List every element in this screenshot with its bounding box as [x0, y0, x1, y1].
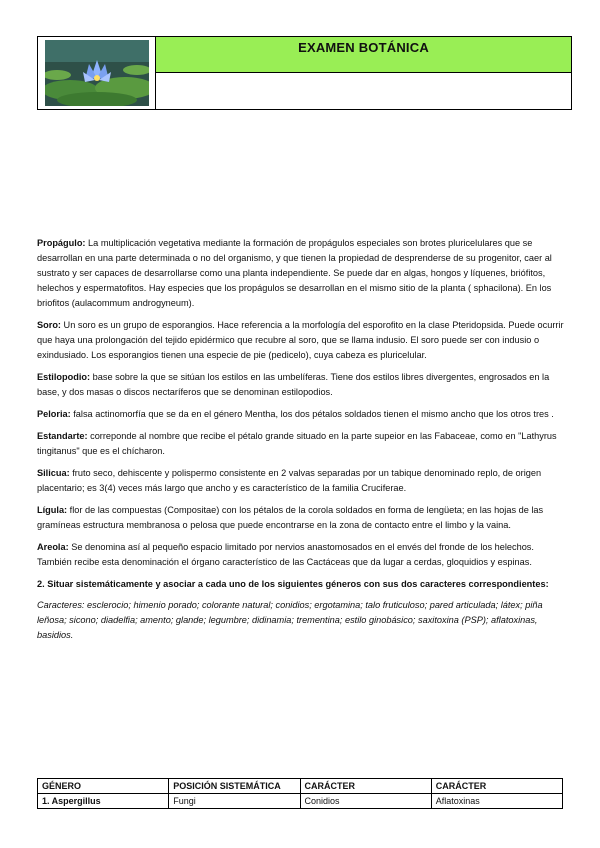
definition: Se denomina así al pequeño espacio limitado por nervios anastomosados en el envés del fronde de los helechos. También recibe esta denominación el órgano característico de las Cactáceas que da lugar a cerdas, gloquidios y espinas. — [37, 542, 534, 567]
header-box — [37, 36, 572, 110]
definition: flor de las compuestas (Compositae) con los pétalos de la corola soldados en forma de lengüeta; en las hojas de las gramíneas estructura membranosa o pelosa que puede encontrarse en la zona de contacto entre el limbo y la vaina. — [37, 505, 544, 530]
table-header-row — [38, 779, 563, 794]
term: Estilopodio: — [37, 372, 91, 382]
column-header: GÉNERO — [38, 779, 169, 794]
column-header: POSICIÓN SISTEMÁTICA — [169, 779, 300, 794]
definition-paragraph — [37, 466, 564, 496]
logo-cell — [38, 37, 156, 109]
table-cell: Aflatoxinas — [431, 794, 562, 809]
definition-paragraph — [37, 503, 564, 533]
definition: falsa actinomorfía que se da en el género Mentha, los dos pétalos soldados tienen el mismo ancho que los otros tres . — [70, 409, 554, 419]
term: Peloria: — [37, 409, 71, 419]
definition: fruto seco, dehiscente y polispermo consistente en 2 valvas separadas por un tabique denominado replo, de origen placentario; es 3(4) veces más largo que ancho y es característico de la familia Cruciferae. — [37, 468, 542, 493]
definition-paragraph — [37, 407, 564, 422]
definition-paragraph — [37, 540, 564, 570]
water-lily-icon — [45, 40, 149, 106]
definition: Un soro es un grupo de esporangios. Hace referencia a la morfología del esporofito en la clase Pteridopsida. Puede ocurrir que haya una prolongación del tejido epidérmico que recubre al soro, que se llama indusio. El soro puede ser con indusio o exindusiado. Los esporangios tienen una especie de pie (pedicelo), cuya cabeza es pluricelular. — [37, 320, 564, 360]
definition-paragraph — [37, 318, 564, 363]
term: Propágulo: — [37, 238, 86, 248]
definition-paragraph — [37, 370, 564, 400]
column-header: CARÁCTER — [431, 779, 562, 794]
definition: correponde al nombre que recibe el pétalo grande situado en la parte supeior en las Fabaceae, como en "Lathyrus tingitanus" que es el chícharon. — [37, 431, 557, 456]
term: Estandarte: — [37, 431, 88, 441]
table-cell: Conidios — [300, 794, 431, 809]
table-cell: Fungi — [169, 794, 300, 809]
definition: La multiplicación vegetativa mediante la formación de propágulos especiales son brotes pluricelulares que se desarrollan en una parte determinada o no del organismo, y que tienen la propiedad de desprenderse de su progenitor, caer al sustrato y ser capaces de desarrollarse como una planta independiente. Se puede dar en algas, hongos y líquenes, briófitos, helechos y espermatofitos. Hay especies que los propágulos se desarrollan en el mismo sitio de la planta ( sphacilona). En los briofitos (aulacommum androgyneum). — [37, 238, 552, 308]
exam-content — [37, 236, 564, 650]
blank-row — [156, 73, 571, 109]
question-2: 2. Situar sistemáticamente y asociar a cada uno de los siguientes géneros con sus dos caracteres correspondientes: — [37, 579, 549, 589]
definition-paragraph — [37, 236, 564, 311]
column-header: CARÁCTER — [300, 779, 431, 794]
term: Silicua: — [37, 468, 70, 478]
title-cell — [156, 37, 571, 109]
definition: base sobre la que se sitúan los estilos en las umbelíferas. Tiene dos estilos libres divergentes, engrosados en la base, y dos masas o discos nectaríferos que se denominan estilopodios. — [37, 372, 550, 397]
table-row — [38, 794, 563, 809]
term: Lígula: — [37, 505, 68, 515]
definition-paragraph — [37, 429, 564, 459]
page-title: EXAMEN BOTÁNICA — [156, 37, 571, 73]
characters-list: Caracteres: esclerocio; himenio porado; colorante natural; conidios; ergotamina; talo fruticuloso; pared articulada; látex; piña leñosa; sicono; diadelfia; amento; glande; legumbre; didinamia; trementina; estilo ginobásico; saxitoxina (PSP); aflatoxinas, basidios. — [37, 600, 543, 640]
term: Soro: — [37, 320, 61, 330]
answer-table — [37, 778, 563, 809]
water-lily-photo — [45, 40, 149, 106]
term: Areola: — [37, 542, 69, 552]
table-cell-genus: 1. Aspergillus — [38, 794, 169, 809]
